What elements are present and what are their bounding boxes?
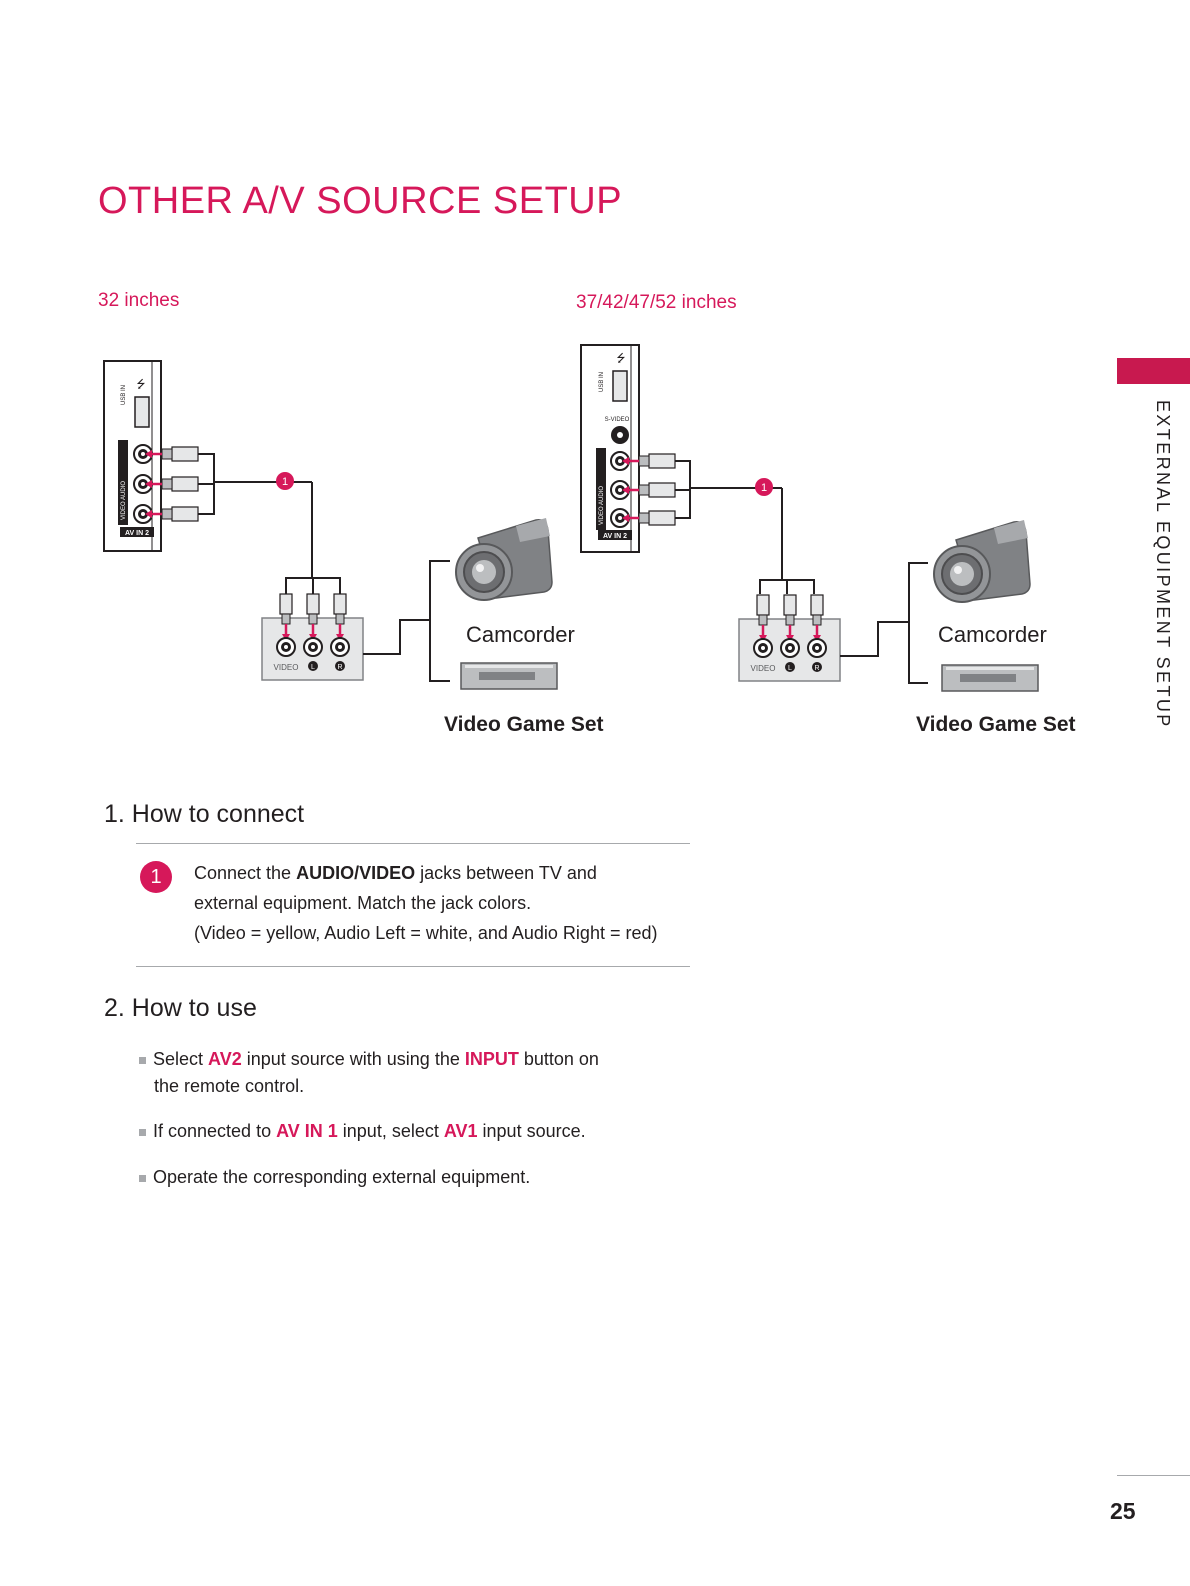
page-number: 25 xyxy=(1110,1498,1136,1524)
bullet-select-av2: Select AV2 input source with using the INPUT button on the remote control. xyxy=(139,1049,599,1097)
camcorder-icon xyxy=(456,518,552,600)
svg-text:S-VIDEO: S-VIDEO xyxy=(604,417,630,423)
connect-line-3: (Video = yellow, Audio Left = white, and Audio Right = red) xyxy=(194,923,658,943)
usb-port xyxy=(613,371,627,401)
svg-text:1: 1 xyxy=(760,482,768,494)
how-to-use-heading: 2. How to use xyxy=(104,994,257,1022)
svg-text:R: R xyxy=(337,664,343,671)
connect-instructions xyxy=(194,858,657,948)
device-label-video-game-set: Video Game Set xyxy=(916,713,1076,736)
svg-text:AV IN 2: AV IN 2 xyxy=(125,530,149,537)
svg-text:VIDEO AUDIO: VIDEO AUDIO xyxy=(121,480,127,520)
connect-line-2: external equipment. Match the jack colors. xyxy=(194,893,532,913)
input-highlight: INPUT xyxy=(464,1049,519,1069)
svg-text:L: L xyxy=(311,664,315,671)
page-title: OTHER A/V SOURCE SETUP xyxy=(98,180,623,222)
audio-video-emphasis: AUDIO/VIDEO xyxy=(296,863,416,883)
svg-text:⭍: ⭍ xyxy=(136,378,146,391)
svg-text:VIDEO: VIDEO xyxy=(750,664,776,673)
svg-text:VIDEO AUDIO: VIDEO AUDIO xyxy=(599,485,605,525)
how-to-connect-heading: 1. How to connect xyxy=(104,800,305,828)
svg-text:R: R xyxy=(814,665,820,672)
svg-text:USB IN: USB IN xyxy=(121,384,127,405)
svg-text:VIDEO: VIDEO xyxy=(273,663,299,672)
page-number-rule xyxy=(1117,1475,1190,1476)
svg-text:L: L xyxy=(788,665,792,672)
video-game-set-icon xyxy=(942,665,1038,691)
video-game-set-icon xyxy=(461,663,557,689)
bullet-av-in-1: If connected to AV IN 1 input, select AV1 input source. xyxy=(139,1121,586,1142)
svg-text:USB IN: USB IN xyxy=(599,371,605,392)
section-divider xyxy=(136,843,690,844)
svg-text:1: 1 xyxy=(281,476,289,488)
device-label-video-game-set: Video Game Set xyxy=(444,713,604,736)
bullet-marker xyxy=(139,1057,146,1064)
step-number-badge: 1 xyxy=(140,861,172,893)
bullet-operate-equipment: Operate the corresponding external equipment. xyxy=(139,1167,530,1188)
av-in-1-highlight: AV IN 1 xyxy=(276,1121,338,1141)
av2-highlight: AV2 xyxy=(208,1049,242,1069)
bullet-marker xyxy=(139,1129,146,1136)
bullet-marker xyxy=(139,1175,146,1182)
device-label-camcorder: Camcorder xyxy=(466,622,575,647)
camcorder-icon xyxy=(934,520,1030,602)
model-label-32: 32 inches xyxy=(98,290,180,311)
side-tab-label: EXTERNAL EQUIPMENT SETUP xyxy=(1153,400,1173,729)
section-divider xyxy=(136,966,690,967)
device-label-camcorder: Camcorder xyxy=(938,622,1047,647)
svg-text:AV IN 2: AV IN 2 xyxy=(603,533,627,540)
tv-side-panel xyxy=(581,345,639,552)
model-label-37-52: 37/42/47/52 inches xyxy=(576,292,737,313)
svg-text:⭍: ⭍ xyxy=(616,352,626,365)
connect-line-1: Connect the AUDIO/VIDEO jacks between TV and xyxy=(194,863,597,883)
av1-highlight: AV1 xyxy=(443,1121,478,1141)
usb-port xyxy=(135,397,149,427)
